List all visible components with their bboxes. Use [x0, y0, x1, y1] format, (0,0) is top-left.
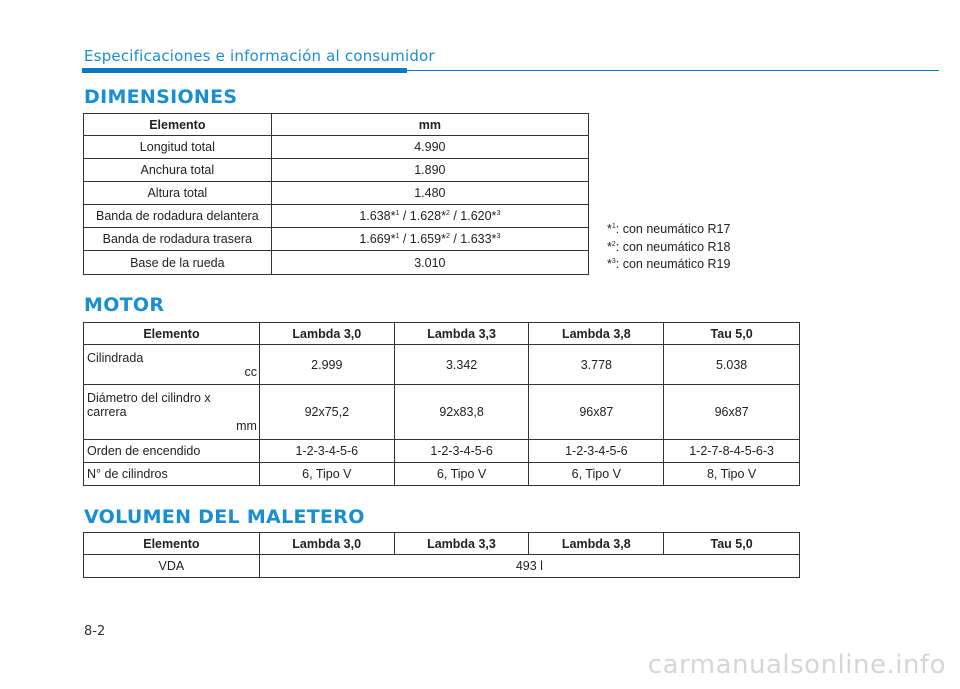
unit-label: cc [244, 364, 257, 379]
table-header-row [84, 533, 800, 555]
row-value: 6, Tipo V [259, 463, 394, 486]
row-value: 3.010 [271, 251, 588, 275]
column-header: Tau 5,0 [664, 323, 800, 345]
column-header: Tau 5,0 [664, 533, 800, 555]
row-value: 3.778 [529, 345, 664, 385]
row-value: 1-2-3-4-5-6 [259, 440, 394, 463]
table-row [84, 251, 589, 275]
row-label: Base de la rueda [84, 251, 272, 275]
footnote: *$^1$: con neumático R17 [607, 222, 731, 236]
dimensions-table [83, 113, 589, 275]
row-value: 96x87 [529, 385, 664, 440]
row-value: 1.480 [271, 182, 588, 205]
row-label: Altura total [84, 182, 272, 205]
row-value: 1-2-3-4-5-6 [529, 440, 664, 463]
row-label: Longitud total [84, 136, 272, 159]
row-value: 96x87 [664, 385, 800, 440]
table-header-row [84, 323, 800, 345]
row-value: 92x83,8 [394, 385, 529, 440]
row-value: 1.638*$^1$ / 1.628*$^2$ / 1.620*$^3$ [271, 205, 588, 228]
row-value: 1.890 [271, 159, 588, 182]
table-row [84, 463, 800, 486]
row-label: Banda de rodadura trasera [84, 228, 272, 251]
table-row [84, 159, 589, 182]
motor-table [83, 322, 800, 486]
table-header-row [84, 114, 589, 136]
trunk-volume-title: VOLUMEN DEL MALETERO [84, 506, 365, 528]
column-header: Elemento [84, 533, 260, 555]
table-row [84, 385, 800, 440]
column-header: mm [271, 114, 588, 136]
table-row [84, 136, 589, 159]
column-header: Elemento [84, 323, 260, 345]
table-row [84, 440, 800, 463]
row-value: 4.990 [271, 136, 588, 159]
row-label: Cilindrada cc [84, 345, 260, 385]
row-value: 8, Tipo V [664, 463, 800, 486]
trunk-volume-table [83, 532, 800, 578]
column-header: Lambda 3,0 [259, 323, 394, 345]
table-row [84, 555, 800, 578]
column-header: Lambda 3,3 [394, 533, 529, 555]
column-header: Elemento [84, 114, 272, 136]
row-label: VDA [84, 555, 260, 578]
footnote: *$^2$: con neumático R18 [607, 239, 731, 254]
column-header: Lambda 3,3 [394, 323, 529, 345]
table-row [84, 345, 800, 385]
column-header: Lambda 3,8 [529, 323, 664, 345]
row-label: Banda de rodadura delantera [84, 205, 272, 228]
header-rule-line [407, 70, 939, 71]
dimensions-title: DIMENSIONES [84, 86, 238, 108]
row-label: N° de cilindros [84, 463, 260, 486]
table-row [84, 182, 589, 205]
row-value: 6, Tipo V [529, 463, 664, 486]
row-value: 2.999 [259, 345, 394, 385]
row-value: 1-2-3-4-5-6 [394, 440, 529, 463]
row-value: 5.038 [664, 345, 800, 385]
row-label: Anchura total [84, 159, 272, 182]
column-header: Lambda 3,8 [529, 533, 664, 555]
row-value: 6, Tipo V [394, 463, 529, 486]
row-value: 3.342 [394, 345, 529, 385]
row-value: 1-2-7-8-4-5-6-3 [664, 440, 800, 463]
unit-label: mm [236, 419, 257, 433]
row-value: 92x75,2 [259, 385, 394, 440]
header-accent-bar [82, 68, 407, 73]
section-header-title: Especificaciones e información al consumidor [84, 47, 435, 65]
column-header: Lambda 3,0 [259, 533, 394, 555]
table-row [84, 228, 589, 251]
page-number: 8-2 [84, 624, 106, 639]
table-row [84, 205, 589, 228]
tire-footnotes [607, 221, 730, 274]
row-label: Diámetro del cilindro x carrera mm [84, 385, 260, 440]
footnote: *$^3$: con neumático R19 [607, 257, 731, 271]
watermark-text: carmanualsonline.info [647, 650, 946, 680]
motor-title: MOTOR [84, 294, 165, 316]
row-value: 1.669*$^1$ / 1.659*$^2$ / 1.633*$^3$ [271, 228, 588, 251]
row-label: Orden de encendido [84, 440, 260, 463]
row-value: 493 l [259, 555, 799, 578]
